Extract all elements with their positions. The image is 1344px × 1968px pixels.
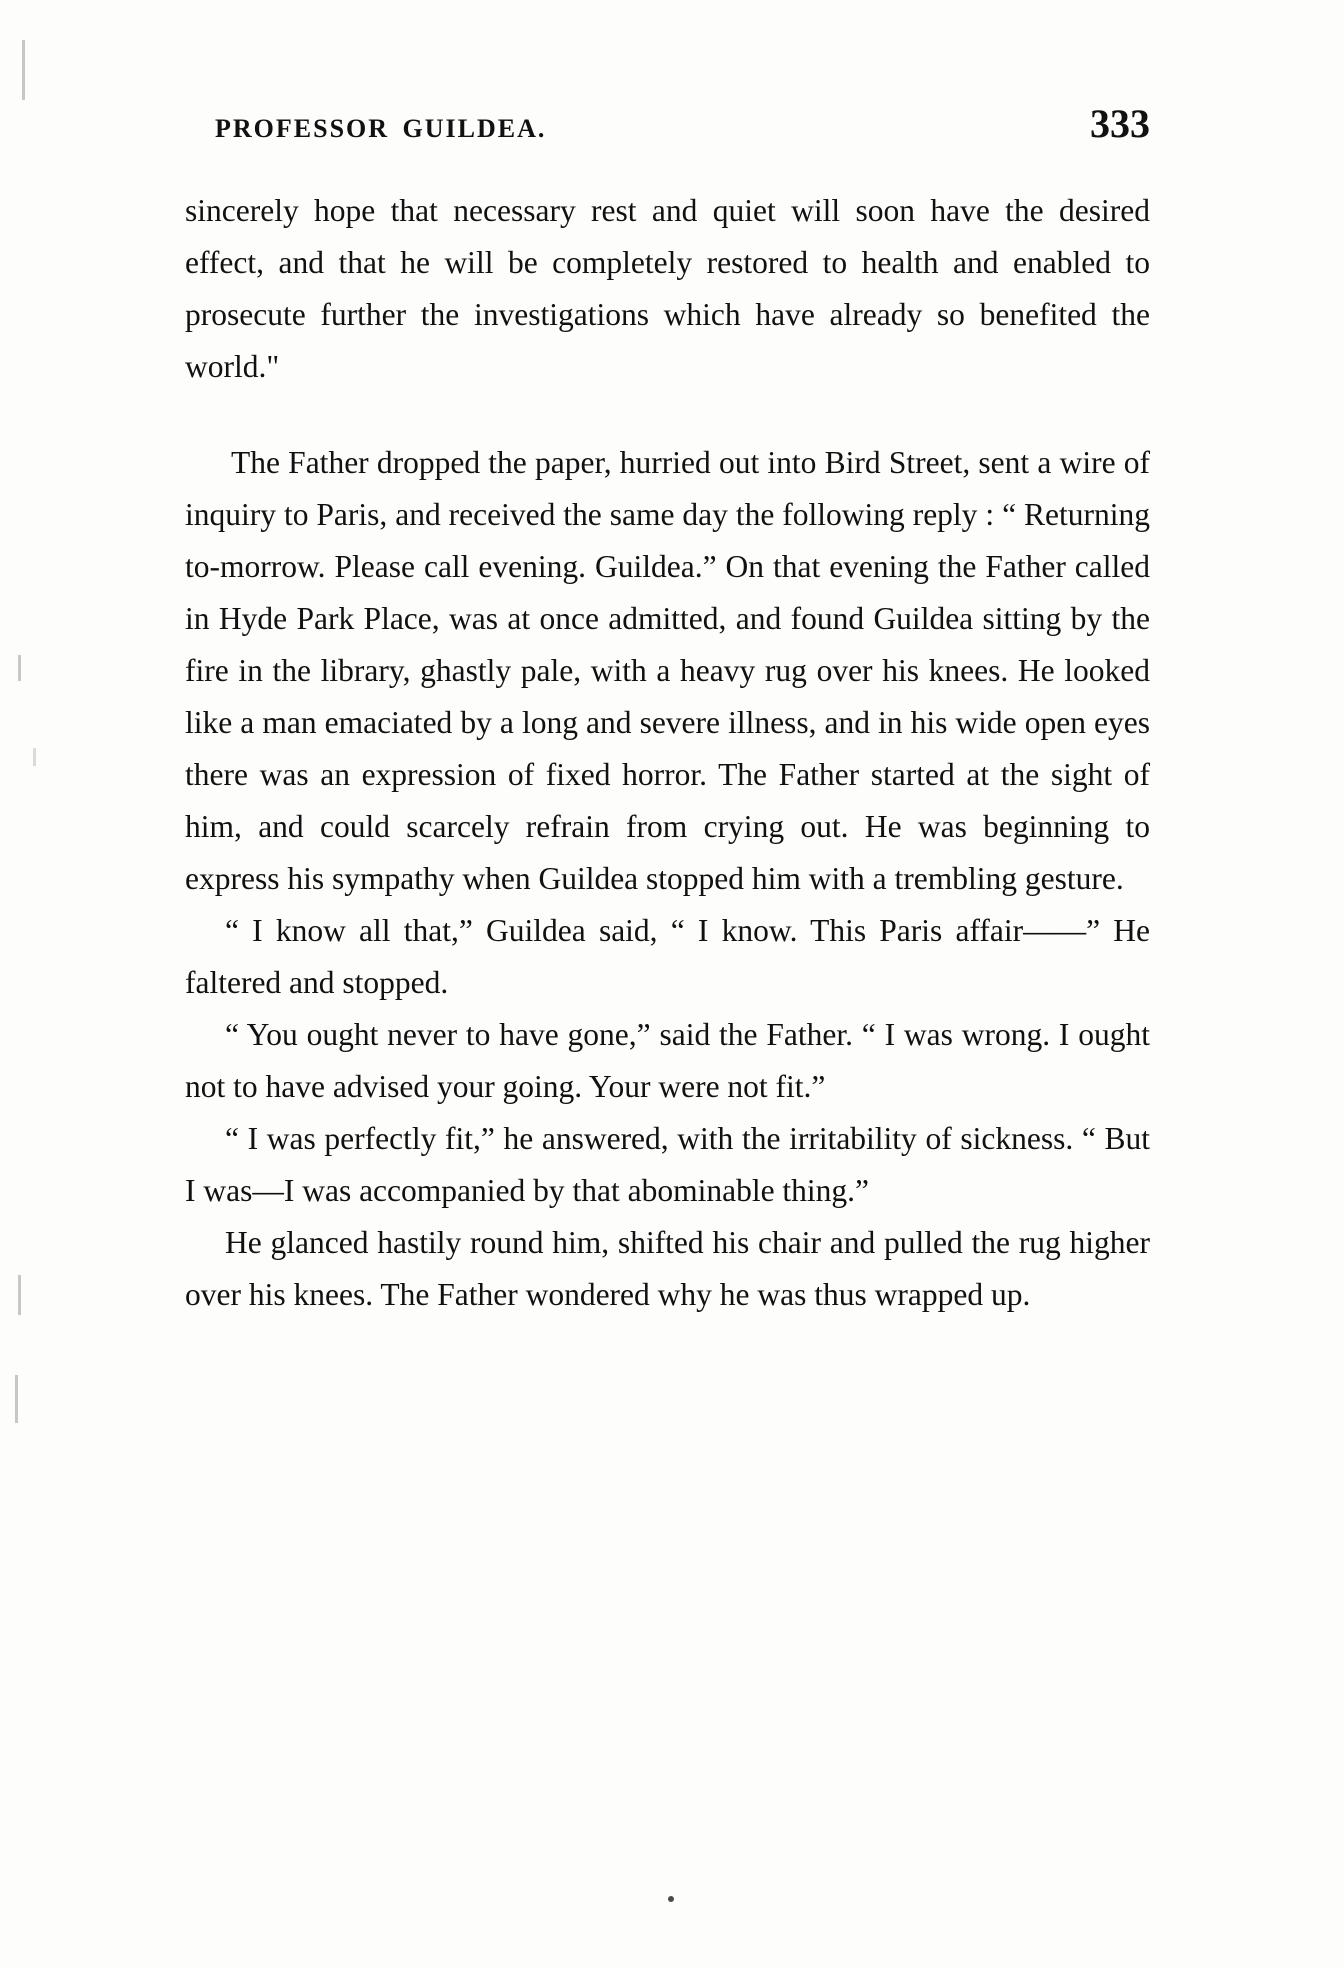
scan-artifact <box>22 40 25 100</box>
page-header <box>215 100 1150 147</box>
page-number: 333 <box>1090 101 1150 146</box>
paragraph: The Father dropped the paper, hurried out into Bird Street, sent a wire of inquiry to Paris, and received the same day the following reply : “ Returning to-morrow. Please call evening. Guildea.” On that evening the Father called in Hyde Park Place, was at once admitted, and found Guildea sitting by the fire in the library, ghastly pale, with a heavy rug over his knees. He looked like a man emaciated by a long and severe illness, and in his wide open eyes there was an expression of fixed horror. The Father started at the sight of him, and could scarcely refrain from crying out. He was beginning to express his sympathy when Guildea stopped him with a trembling gesture. <box>185 445 1150 896</box>
paragraph: He glanced hastily round him, shifted his chair and pulled the rug higher over his knees. The Father wondered why he was thus wrapped up. <box>185 1225 1150 1312</box>
running-head: PROFESSOR GUILDEA. <box>215 114 547 143</box>
paragraph: “ I was perfectly fit,” he answered, with the irritability of sickness. “ But I was—I was accompanied by that abominable thing.” <box>185 1121 1150 1208</box>
paragraph: “ You ought never to have gone,” said the Father. “ I was wrong. I ought not to have advised your going. Your were not fit.” <box>185 1017 1150 1104</box>
page-content <box>185 100 1150 1321</box>
paragraph: sincerely hope that necessary rest and quiet will soon have the desired effect, and that he will be completely restored to health and enabled to prosecute further the investigations which have already so benefited the world." <box>185 193 1150 384</box>
scan-artifact <box>15 1375 18 1423</box>
scan-artifact <box>18 655 21 681</box>
paragraph: “ I know all that,” Guildea said, “ I know. This Paris affair——” He faltered and stopped. <box>185 913 1150 1000</box>
scan-artifact <box>18 1275 21 1315</box>
footer-mark <box>668 1896 674 1902</box>
scan-artifact <box>33 748 36 766</box>
